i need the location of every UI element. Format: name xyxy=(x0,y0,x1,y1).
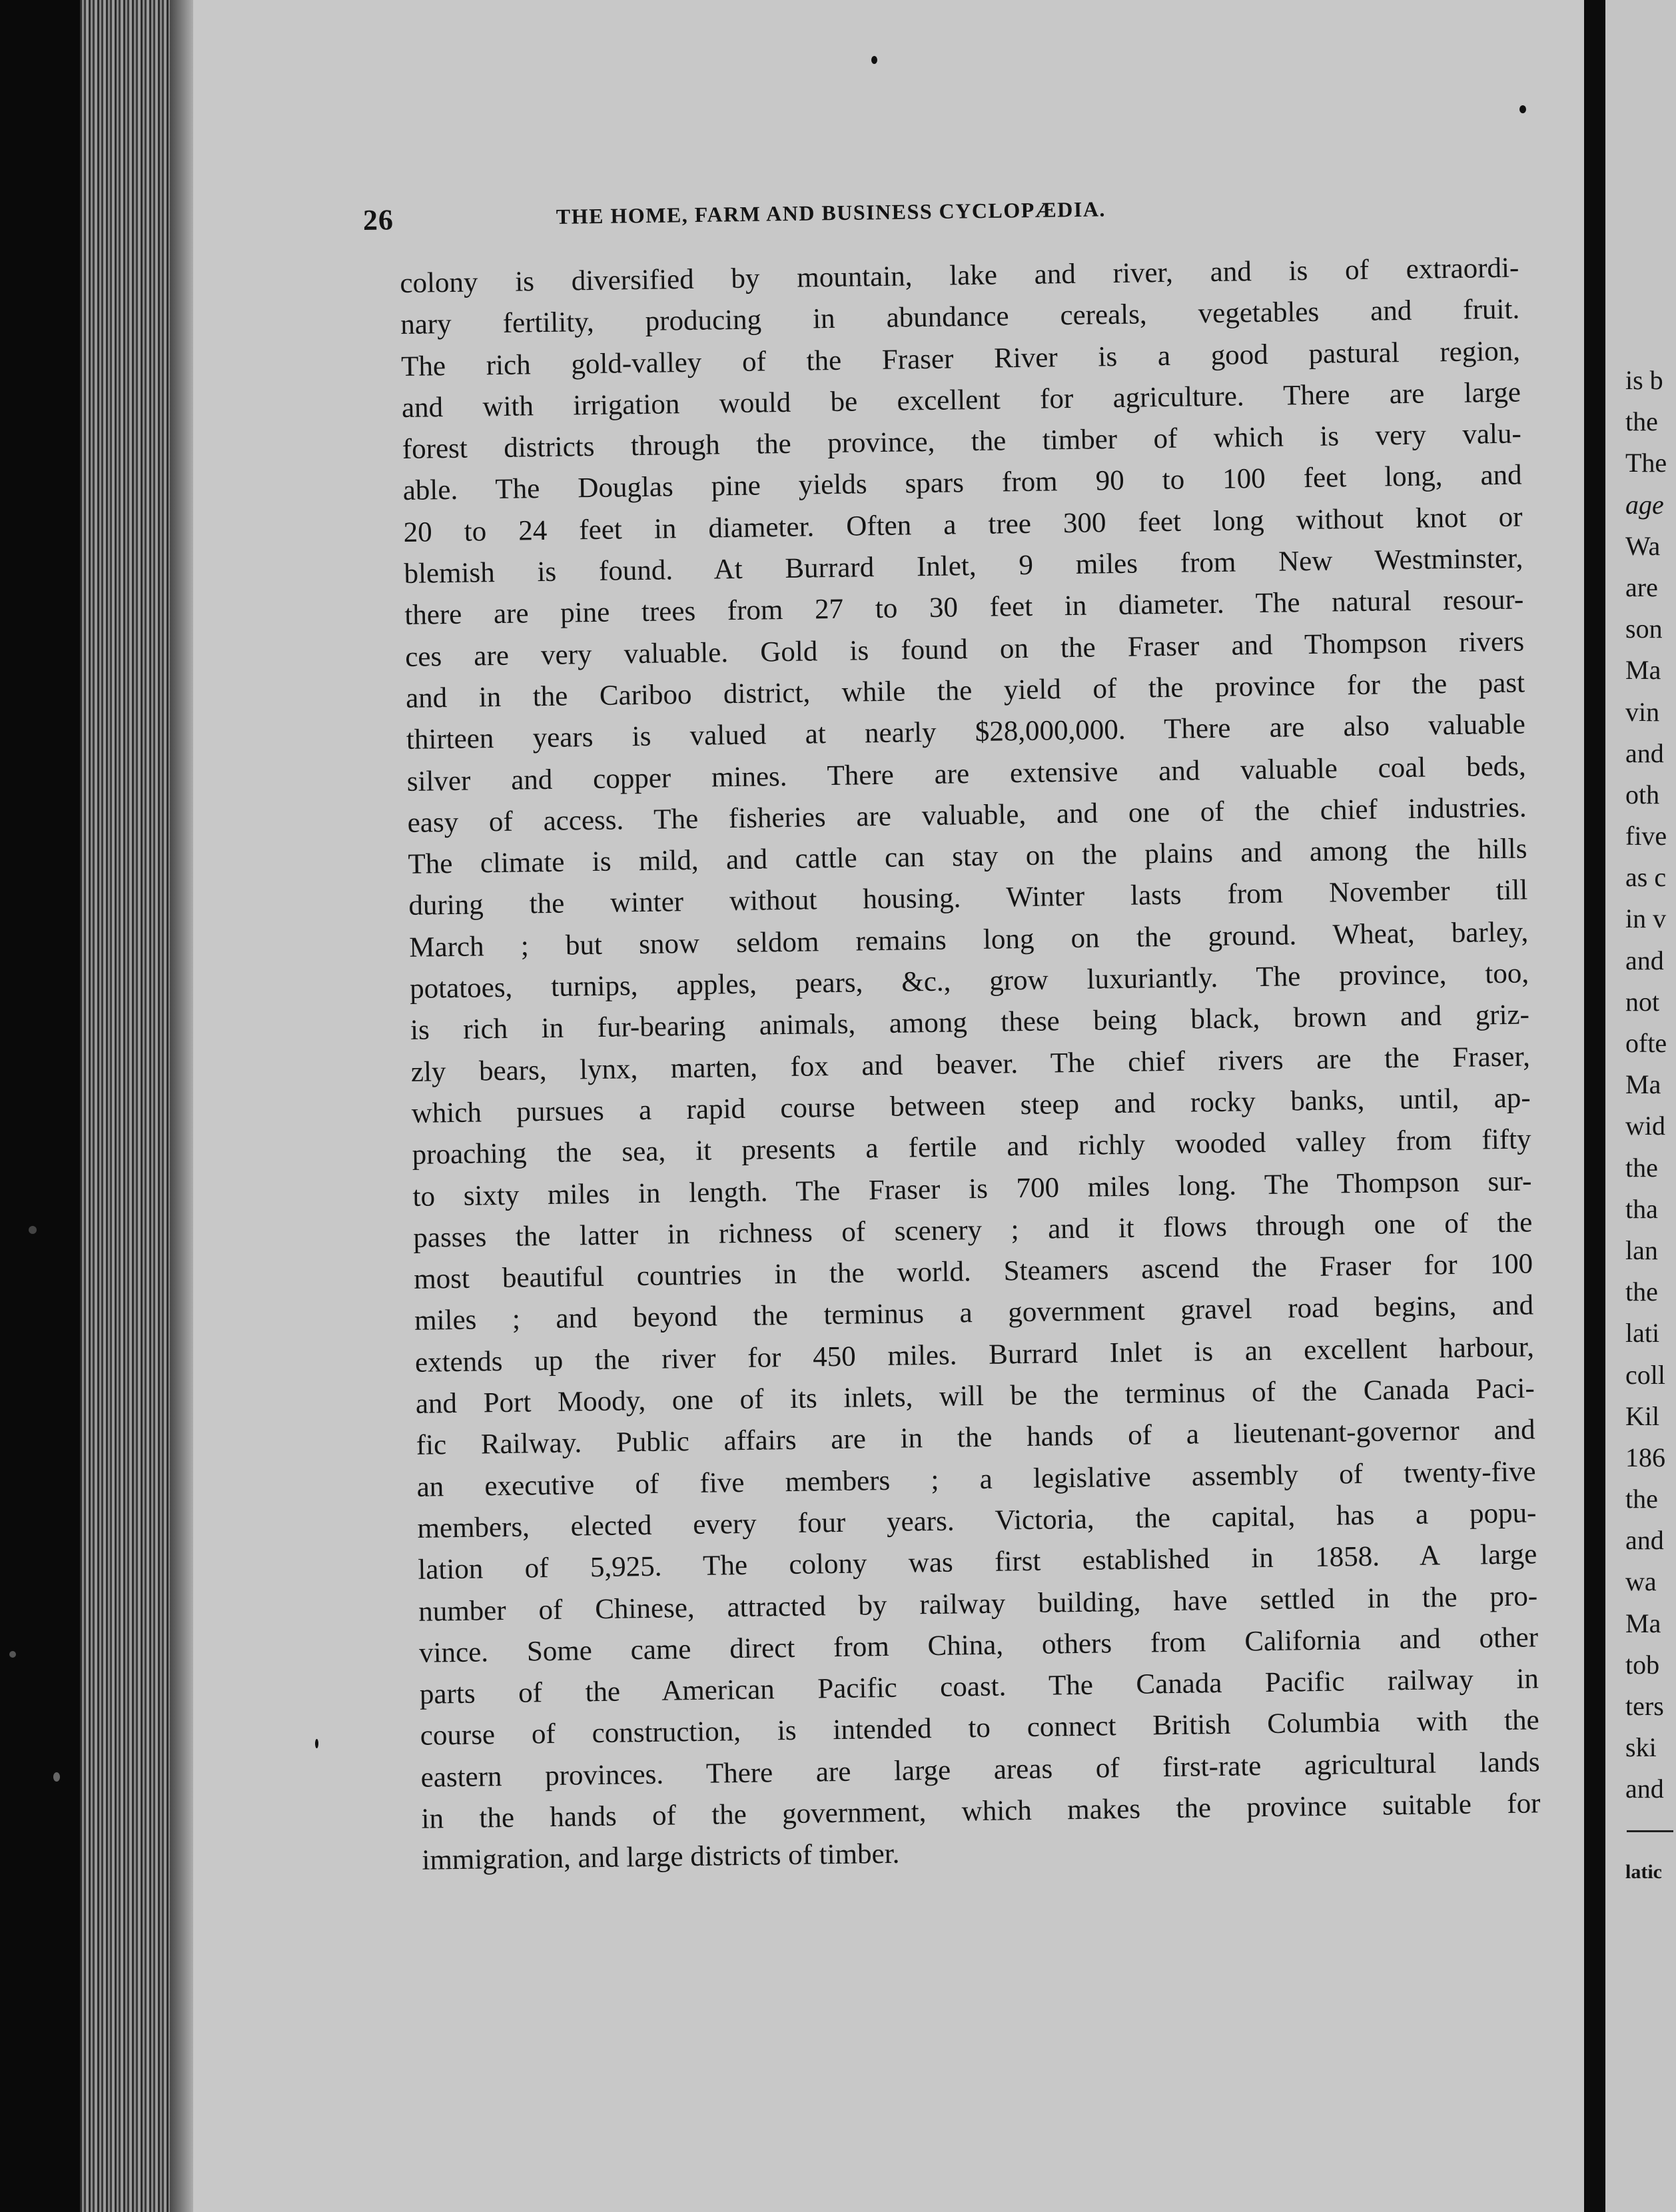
body-line: during the winter without housing. Winter lasts from November till xyxy=(408,874,1528,922)
adjacent-line-fragment: ski xyxy=(1625,1732,1657,1763)
adjacent-line-fragment: Ma xyxy=(1625,655,1661,686)
body-line: there are pine trees from 27 to 30 feet in diameter. The natural resour- xyxy=(404,584,1524,632)
body-line: and in the Cariboo district, while the yield of the province for the past xyxy=(405,667,1525,714)
page-header-title: THE HOME, FARM AND BUSINESS CYCLOPÆDIA. xyxy=(556,197,1106,229)
adjacent-line-fragment: oth xyxy=(1625,779,1660,810)
adjacent-line-fragment: latic xyxy=(1625,1860,1662,1883)
adjacent-line-fragment: the xyxy=(1625,1152,1658,1183)
adjacent-line-fragment: lati xyxy=(1625,1318,1660,1349)
body-line: silver and copper mines. There are extensive and valuable coal beds, xyxy=(406,750,1527,798)
body-line: proaching the sea, it presents a fertile and richly wooded valley from fifty xyxy=(412,1123,1531,1171)
adjacent-line-fragment: and xyxy=(1625,945,1664,975)
adjacent-line-fragment: vin xyxy=(1625,696,1660,727)
gutter-shadow xyxy=(170,0,197,2212)
adjacent-page-text xyxy=(1625,360,1676,1893)
body-line: immigration, and large districts of timber. xyxy=(422,1838,900,1877)
adjacent-line-fragment: not xyxy=(1625,986,1660,1017)
body-line: members, elected every four years. Victoria, the capital, has a popu- xyxy=(417,1497,1537,1544)
body-line: which pursues a rapid course between steep and rocky banks, until, ap- xyxy=(411,1082,1531,1129)
speck xyxy=(53,1772,60,1782)
adjacent-line-fragment: lan xyxy=(1625,1235,1658,1265)
adjacent-line-fragment: as c xyxy=(1625,862,1667,893)
adjacent-line-fragment: wid xyxy=(1625,1111,1665,1141)
adjacent-line-fragment: in v xyxy=(1625,903,1667,934)
body-line: miles ; and beyond the terminus a government gravel road begins, and xyxy=(414,1289,1534,1337)
body-line: and Port Moody, one of its inlets, will be the terminus of the Canada Paci- xyxy=(415,1373,1535,1420)
body-line: potatoes, turnips, apples, pears, &c., grow luxuriantly. The province, too, xyxy=(409,957,1529,1005)
speck xyxy=(29,1226,37,1234)
body-text xyxy=(400,248,1541,1882)
adjacent-line-fragment: Kil xyxy=(1625,1400,1660,1431)
adjacent-line-fragment: wa xyxy=(1625,1566,1657,1597)
body-line: fic Railway. Public affairs are in the hands of a lieutenant-governor and xyxy=(416,1414,1535,1462)
speck xyxy=(1519,105,1526,113)
page-number: 26 xyxy=(362,203,394,237)
adjacent-line-fragment: 186 xyxy=(1625,1442,1665,1472)
adjacent-line-fragment: ofte xyxy=(1625,1028,1667,1058)
adjacent-line-fragment: age xyxy=(1625,489,1664,520)
adjacent-line-fragment: five xyxy=(1625,821,1667,851)
adjacent-line-fragment: The xyxy=(1625,448,1667,478)
adjacent-line-fragment: and xyxy=(1625,1525,1664,1556)
page-gap xyxy=(1584,0,1605,2212)
adjacent-line-fragment: is b xyxy=(1625,365,1663,395)
body-line: an executive of five members ; a legislative assembly of twenty-five xyxy=(416,1455,1536,1503)
speck xyxy=(871,56,877,64)
adjacent-line-fragment: son xyxy=(1625,614,1663,644)
adjacent-line-fragment: the xyxy=(1625,406,1658,437)
body-line: in the hands of the government, which makes the province suitable for xyxy=(421,1788,1541,1835)
body-line: thirteen years is valued at nearly $28,000,000. There are also valuable xyxy=(406,708,1526,756)
body-line: extends up the river for 450 miles. Burrard Inlet is an excellent harbour, xyxy=(414,1331,1535,1379)
body-line: to sixty miles in length. The Fraser is 700 miles long. The Thompson sur- xyxy=(412,1165,1532,1213)
adjacent-line-fragment: coll xyxy=(1625,1359,1665,1390)
adjacent-line-fragment: are xyxy=(1625,572,1658,602)
adjacent-line-fragment: Ma xyxy=(1625,1608,1661,1638)
body-line: most beautiful countries in the world. Steamers ascend the Fraser for 100 xyxy=(413,1248,1533,1295)
body-line: lation of 5,925. The colony was first established in 1858. A large xyxy=(418,1538,1537,1586)
adjacent-line-fragment: and xyxy=(1625,1774,1664,1804)
adjacent-line-fragment: Wa xyxy=(1625,530,1661,561)
body-line: blemish is found. At Burrard Inlet, 9 miles from New Westminster, xyxy=(404,542,1523,590)
speck xyxy=(9,1651,16,1658)
body-line: eastern provinces. There are large areas of first-rate agricultural lands xyxy=(420,1746,1540,1794)
adjacent-line-fragment: the xyxy=(1625,1484,1658,1514)
body-line: The climate is mild, and cattle can stay on the plains and among the hills xyxy=(408,833,1527,881)
page-edges xyxy=(80,0,173,2212)
adjacent-line-fragment: tha xyxy=(1625,1193,1658,1224)
body-line: March ; but snow seldom remains long on the ground. Wheat, barley, xyxy=(409,916,1529,963)
adjacent-line-fragment: tob xyxy=(1625,1649,1660,1680)
body-line: nary fertility, producing in abundance cereals, vegetables and fruit. xyxy=(400,293,1520,341)
body-line: colony is diversified by mountain, lake and river, and is of extraordi- xyxy=(400,252,1519,299)
body-line: able. The Douglas pine yields spars from 90 to 100 feet long, and xyxy=(402,459,1522,507)
body-line: vince. Some came direct from China, others from California and other xyxy=(418,1622,1539,1669)
adjacent-line-fragment: Ma xyxy=(1625,1069,1661,1100)
adjacent-rule xyxy=(1625,1810,1676,1852)
body-line: is rich in fur-bearing animals, among these being black, brown and griz- xyxy=(410,999,1530,1047)
body-line: The rich gold-valley of the Fraser River is a good pastural region, xyxy=(400,335,1521,382)
body-line: parts of the American Pacific coast. The Canada Pacific railway in xyxy=(419,1663,1539,1710)
body-line: number of Chinese, attracted by railway building, have settled in the pro- xyxy=(418,1580,1538,1628)
body-line: forest districts through the province, the timber of which is very valu- xyxy=(402,418,1522,466)
body-line: passes the latter in richness of scenery ; and it flows through one of the xyxy=(413,1207,1533,1254)
body-line: ces are very valuable. Gold is found on the Fraser and Thompson rivers xyxy=(404,626,1525,673)
adjacent-line-fragment: and xyxy=(1625,738,1664,768)
body-line: course of construction, is intended to connect British Columbia with the xyxy=(420,1704,1540,1752)
body-line: easy of access. The fisheries are valuable, and one of the chief industries. xyxy=(407,792,1527,839)
body-line: and with irrigation would be excellent for agriculture. There are large xyxy=(401,376,1521,424)
body-line: 20 to 24 feet in diameter. Often a tree 300 feet long without knot or xyxy=(403,501,1523,548)
adjacent-line-fragment: ters xyxy=(1625,1691,1664,1721)
adjacent-line-fragment: the xyxy=(1625,1277,1658,1307)
body-line: zly bears, lynx, marten, fox and beaver. The chief rivers are the Fraser, xyxy=(410,1041,1531,1088)
speck xyxy=(315,1739,318,1748)
